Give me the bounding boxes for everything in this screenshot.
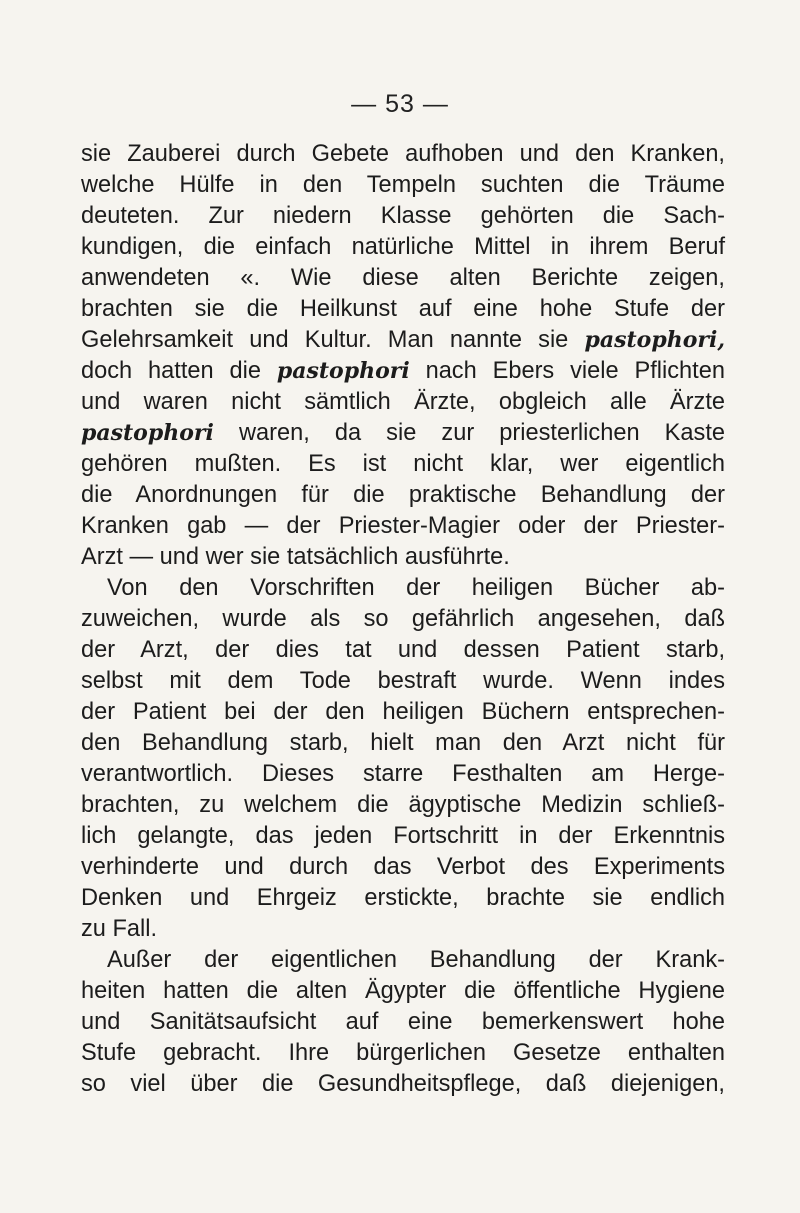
text-run: und waren nicht sämtlich Ärzte, obgleich alle Ärzte xyxy=(81,389,725,415)
text-line xyxy=(81,1038,725,1069)
emphasized-term: pastophori xyxy=(276,358,410,384)
text-line xyxy=(81,170,725,201)
text-run: zu Fall. xyxy=(81,916,158,942)
text-line xyxy=(81,480,725,511)
body-text xyxy=(81,139,725,1100)
text-line xyxy=(81,542,725,573)
text-line xyxy=(81,387,725,418)
page-number: — 53 — xyxy=(351,90,449,118)
text-line xyxy=(81,325,725,356)
text-run: waren, da sie zur priesterlichen Kaste xyxy=(213,420,725,446)
text-run: selbst mit dem Tode bestraft wurde. Wenn indes xyxy=(81,668,725,694)
text-line xyxy=(81,449,725,480)
text-run: gehören mußten. Es ist nicht klar, wer eigentlich xyxy=(81,451,725,477)
text-line xyxy=(81,294,725,325)
text-run: zuweichen, wurde als so gefährlich angesehen, daß xyxy=(81,606,725,632)
text-line xyxy=(81,1069,725,1100)
emphasized-term: pastophori, xyxy=(584,327,725,353)
text-run: die Anordnungen für die praktische Behandlung der xyxy=(81,482,725,508)
text-line xyxy=(81,697,725,728)
text-run: lich gelangte, das jeden Fortschritt in der Erkenntnis xyxy=(81,823,725,849)
text-line xyxy=(81,573,725,604)
text-run: deuteten. Zur niedern Klasse gehörten die Sach- xyxy=(81,203,725,229)
text-run: brachten, zu welchem die ägyptische Medizin schließ- xyxy=(81,792,725,818)
text-run: Kranken gab — der Priester-Magier oder der Priester- xyxy=(81,513,725,539)
text-run: sie Zauberei durch Gebete aufhoben und den Kranken, xyxy=(81,141,725,167)
text-run: verantwortlich. Dieses starre Festhalten am Herge- xyxy=(81,761,725,787)
text-run: Außer der eigentlichen Behandlung der Krank- xyxy=(107,947,725,973)
text-run: anwendeten «. Wie diese alten Berichte zeigen, xyxy=(81,265,725,291)
text-run: heiten hatten die alten Ägypter die öffentliche Hygiene xyxy=(81,978,725,1004)
text-line xyxy=(81,635,725,666)
text-line xyxy=(81,1007,725,1038)
text-run: Denken und Ehrgeiz erstickte, brachte sie endlich xyxy=(81,885,725,911)
text-line xyxy=(81,976,725,1007)
text-line xyxy=(81,883,725,914)
text-run: Stufe gebracht. Ihre bürgerlichen Gesetze enthalten xyxy=(81,1040,725,1066)
text-line xyxy=(81,418,725,449)
text-line xyxy=(81,759,725,790)
text-run: kundigen, die einfach natürliche Mittel in ihrem Beruf xyxy=(81,234,725,260)
text-line xyxy=(81,201,725,232)
text-run: doch hatten die xyxy=(81,358,277,384)
text-run: brachten sie die Heilkunst auf eine hohe Stufe der xyxy=(81,296,725,322)
text-run: der Arzt, der dies tat und dessen Patient starb, xyxy=(81,637,725,663)
text-run: Arzt — und wer sie tatsächlich ausführte. xyxy=(81,544,510,570)
text-line xyxy=(81,914,725,945)
text-line xyxy=(81,852,725,883)
text-run: und Sanitätsaufsicht auf eine bemerkenswert hohe xyxy=(81,1009,725,1035)
text-run: der Patient bei der den heiligen Büchern entsprechen- xyxy=(81,699,725,725)
text-line xyxy=(81,232,725,263)
text-run: Gelehrsamkeit und Kultur. Man nannte sie xyxy=(81,327,585,353)
text-run: Von den Vorschriften der heiligen Bücher ab- xyxy=(107,575,725,601)
text-line xyxy=(81,356,725,387)
text-run: so viel über die Gesundheitspflege, daß diejenigen, xyxy=(81,1071,725,1097)
text-line xyxy=(81,790,725,821)
text-line xyxy=(81,945,725,976)
text-line xyxy=(81,821,725,852)
text-run: nach Ebers viele Pflichten xyxy=(409,358,725,384)
text-line xyxy=(81,511,725,542)
text-line xyxy=(81,263,725,294)
text-run: verhinderte und durch das Verbot des Experiments xyxy=(81,854,725,880)
text-run: den Behandlung starb, hielt man den Arzt nicht für xyxy=(81,730,725,756)
text-line xyxy=(81,604,725,635)
emphasized-term: pastophori xyxy=(81,420,214,446)
text-line xyxy=(81,728,725,759)
text-run: welche Hülfe in den Tempeln suchten die Träume xyxy=(81,172,725,198)
text-line xyxy=(81,139,725,170)
text-line xyxy=(81,666,725,697)
